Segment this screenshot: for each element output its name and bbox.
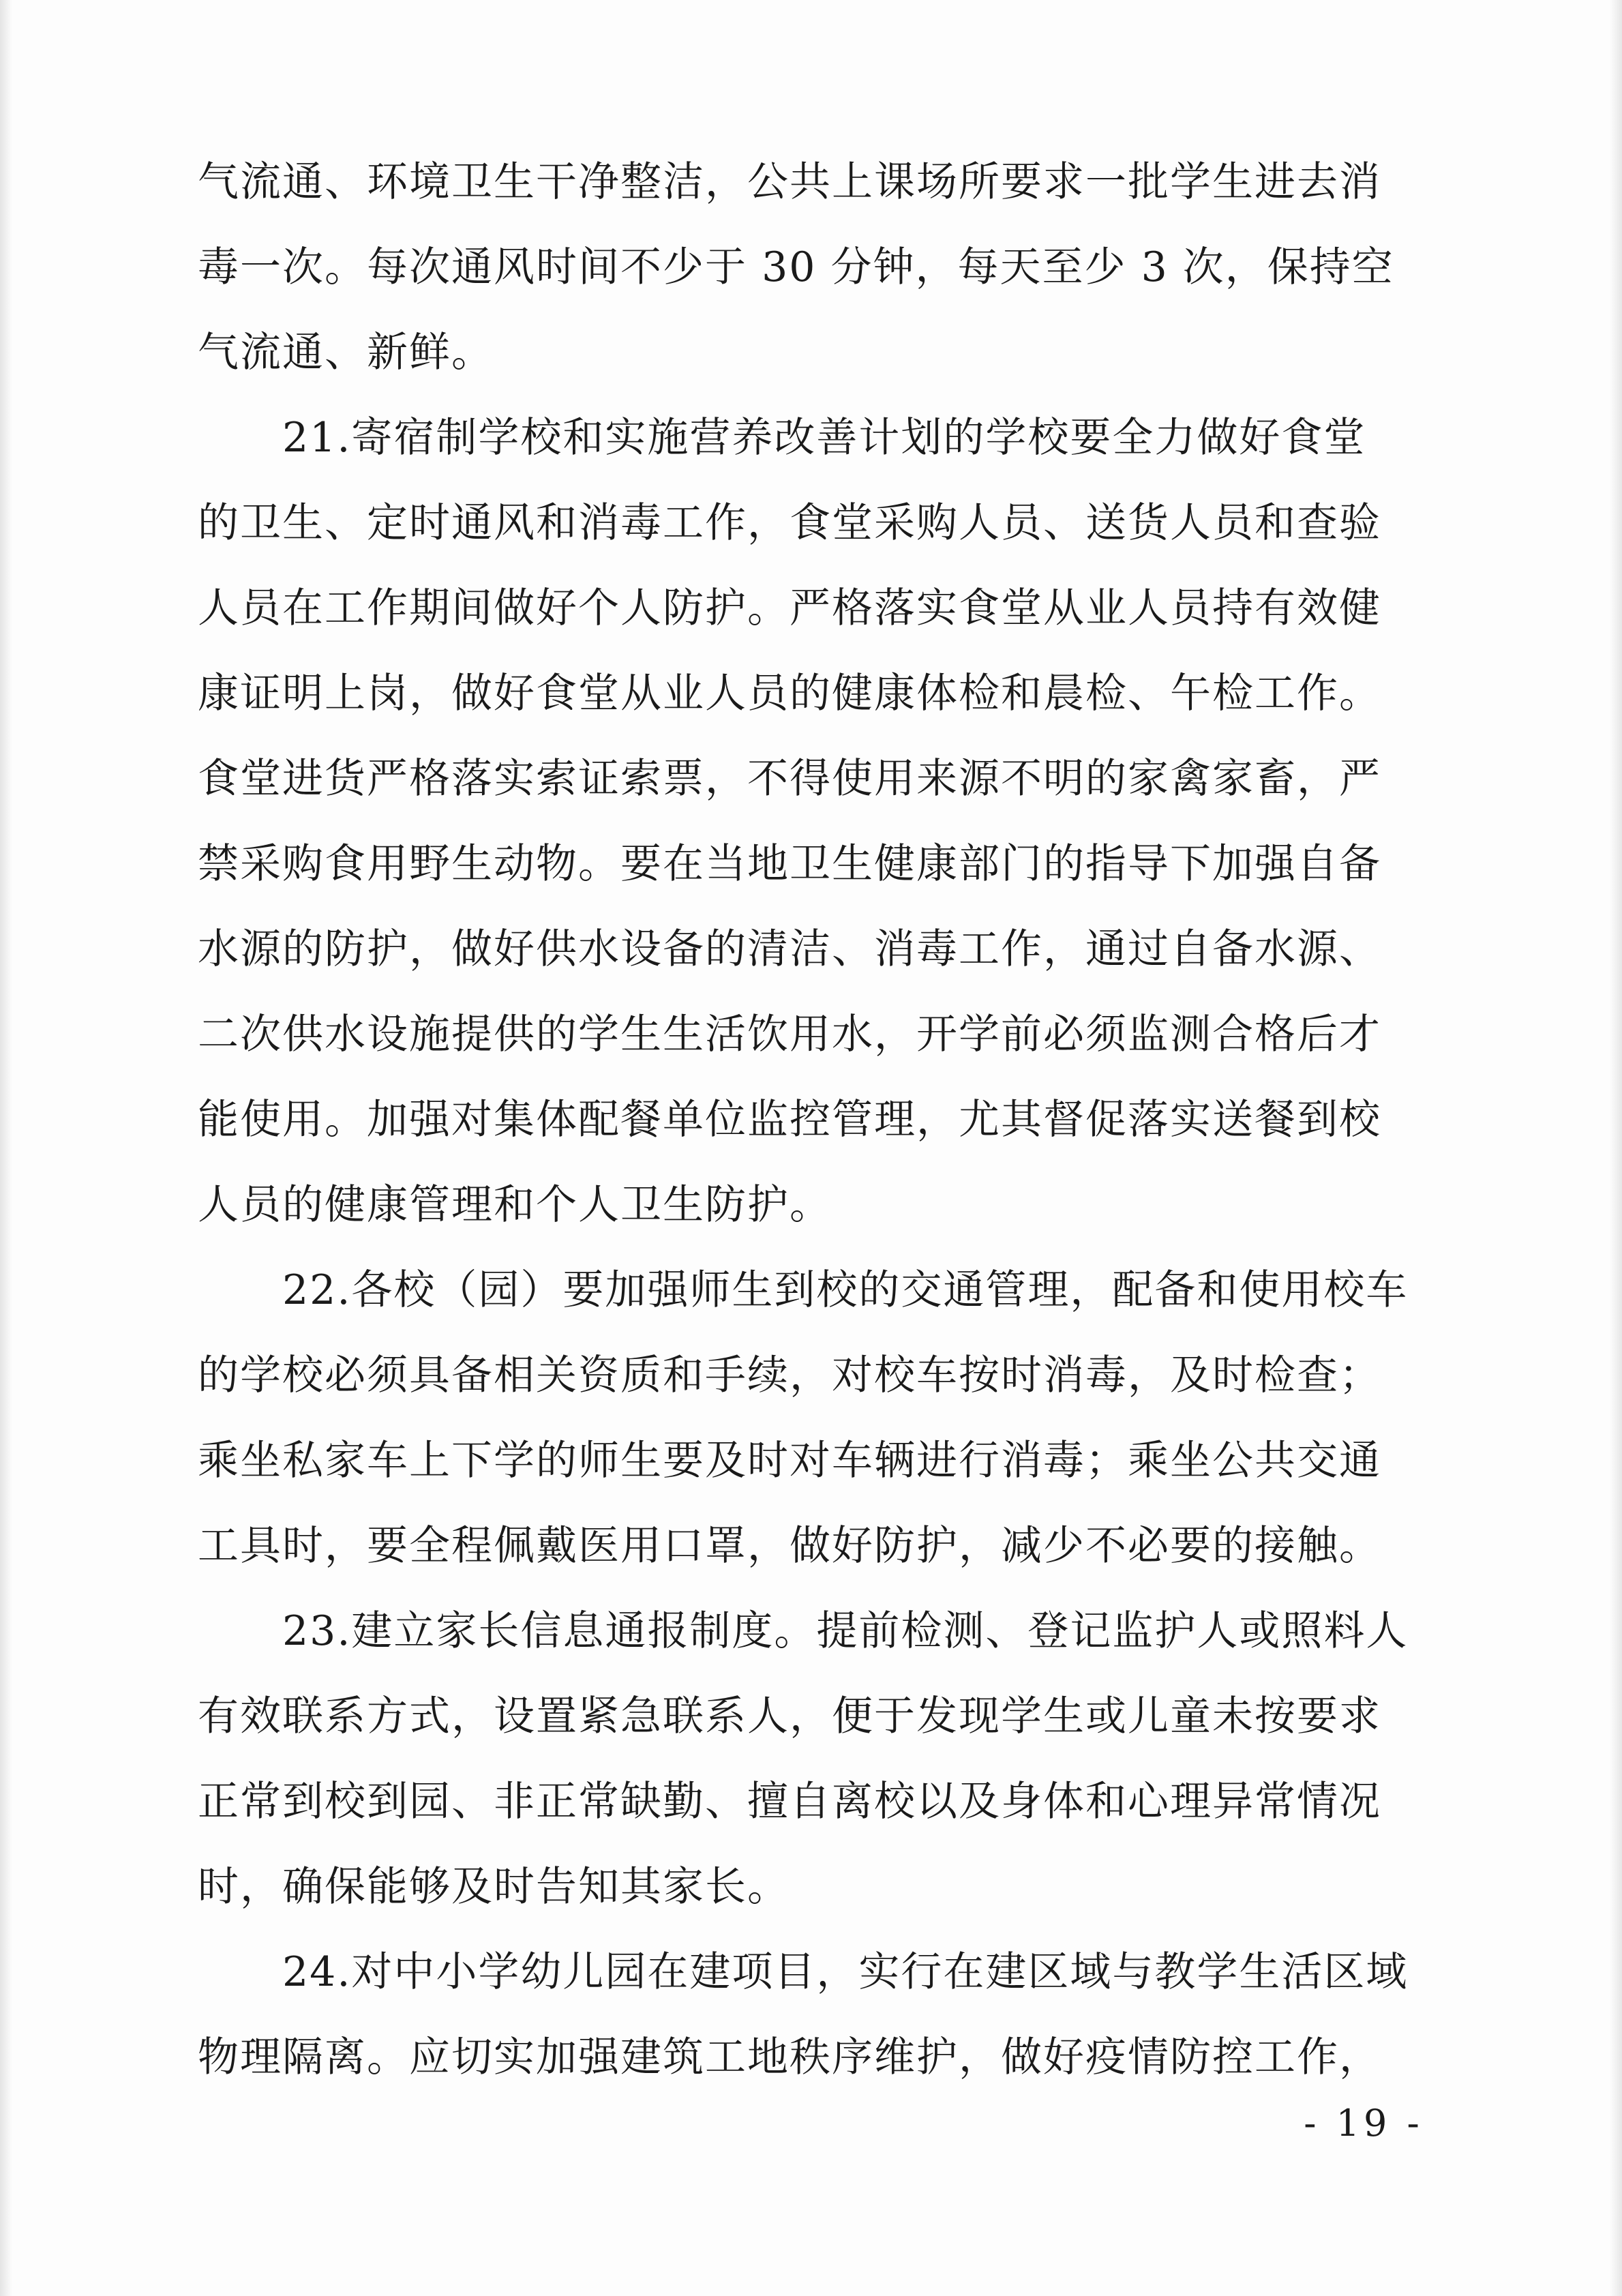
body-text — [198, 140, 1425, 2100]
text-line: 气流通、新鲜。 — [198, 329, 494, 376]
text-line: 气流通、环境卫生干净整洁，公共上课场所要求一批学生进去消 — [198, 158, 1381, 206]
text-line: 工具时，要全程佩戴医用口罩，做好防护，减少不必要的接触。 — [198, 1522, 1381, 1570]
page-number: - 19 - — [1304, 2102, 1424, 2145]
text-line: 时，确保能够及时告知其家长。 — [198, 1863, 790, 1911]
text-line: 禁采购食用野生动物。要在当地卫生健康部门的指导下加强自备 — [198, 840, 1381, 888]
text-line: 21.寄宿制学校和实施营养改善计划的学校要全力做好食堂 — [198, 414, 1366, 462]
text-line: 23.建立家长信息通报制度。提前检测、登记监护人或照料人 — [198, 1607, 1409, 1655]
text-line: 毒一次。每次通风时间不少于 30 分钟，每天至少 3 次，保持空 — [198, 243, 1394, 291]
text-line: 食堂进货严格落实索证索票，不得使用来源不明的家禽家畜，严 — [198, 755, 1381, 803]
text-line: 康证明上岗，做好食堂从业人员的健康体检和晨检、午检工作。 — [198, 670, 1381, 717]
text-line: 有效联系方式，设置紧急联系人，便于发现学生或儿童未按要求 — [198, 1693, 1381, 1740]
scan-edge-right — [1610, 0, 1622, 2296]
text-line: 物理隔离。应切实加强建筑工地秩序维护，做好疫情防控工作， — [198, 2033, 1381, 2081]
scan-edge-left — [0, 0, 12, 2296]
text-line: 24.对中小学幼儿园在建项目，实行在建区域与教学生活区域 — [198, 1948, 1409, 1996]
text-line: 二次供水设施提供的学生生活饮用水，开学前必须监测合格后才 — [198, 1011, 1381, 1058]
text-line: 人员的健康管理和个人卫生防护。 — [198, 1181, 832, 1229]
text-line: 乘坐私家车上下学的师生要及时对车辆进行消毒；乘坐公共交通 — [198, 1437, 1381, 1485]
text-line: 能使用。加强对集体配餐单位监控管理，尤其督促落实送餐到校 — [198, 1096, 1381, 1144]
text-line: 人员在工作期间做好个人防护。严格落实食堂从业人员持有效健 — [198, 584, 1381, 632]
text-line: 正常到校到园、非正常缺勤、擅自离校以及身体和心理异常情况 — [198, 1778, 1381, 1825]
text-line: 的学校必须具备相关资质和手续，对校车按时消毒，及时检查； — [198, 1352, 1381, 1399]
text-line: 水源的防护，做好供水设备的清洁、消毒工作，通过自备水源、 — [198, 925, 1381, 973]
text-line: 的卫生、定时通风和消毒工作，食堂采购人员、送货人员和查验 — [198, 499, 1381, 547]
text-line: 22.各校（园）要加强师生到校的交通管理，配备和使用校车 — [198, 1266, 1409, 1314]
